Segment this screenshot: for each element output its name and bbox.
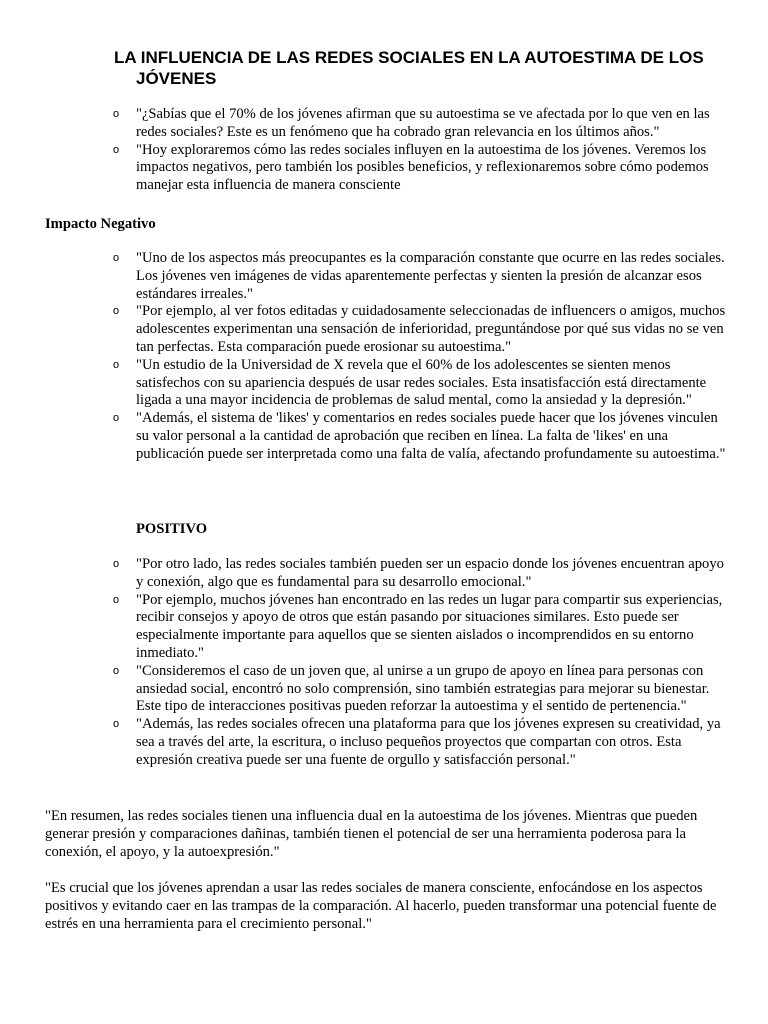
list-item	[113, 716, 728, 769]
list-item	[113, 106, 728, 142]
section-heading-positive: POSITIVO	[136, 521, 208, 537]
bullet-marker: o	[113, 252, 120, 264]
list-item	[113, 410, 728, 463]
list-item	[113, 142, 728, 195]
list-item-text: "Consideremos el caso de un joven que, al unirse a un grupo de apoyo en línea para personas con ansiedad social, encontró no solo comprensión, sino también estrategias para mejorar su bienestar. Este tipo de interacciones positivas pueden reforzar la autoestima y el sentido de pertenencia."	[136, 662, 710, 715]
list-item-text: "Por ejemplo, al ver fotos editadas y cuidadosamente seleccionadas de influencers o amigos, muchos adolescentes experimentan una sensación de inferioridad, preguntándose por qué sus vidas no se ven tan perfectas. Esta comparación puede erosionar su autoestima."	[136, 303, 726, 355]
list-item-text: "Por ejemplo, muchos jóvenes han encontrado en las redes un lugar para compartir sus experiencias, recibir consejos y apoyo de otros que están pasando por situaciones similares. Esto puede ser especialmente importante para aquellos que se sienten aislados o incomprendidos en su entorno inmediato."	[136, 591, 723, 661]
list-item-text: "Por otro lado, las redes sociales también pueden ser un espacio donde los jóvenes encuentran apoyo y conexión, algo que es fundamental para su desarrollo emocional."	[136, 556, 724, 590]
list-item	[113, 556, 728, 592]
list-item	[113, 592, 728, 663]
bullet-marker: o	[113, 718, 120, 731]
list-item-text: "¿Sabías que el 70% de los jóvenes afirman que su autoestima se ve afectada por lo que ven en las redes sociales? Este es un fenómeno que ha cobrado gran relevancia en los últimos años."	[136, 106, 710, 140]
bullet-marker: o	[113, 108, 120, 120]
intro-list	[113, 106, 728, 195]
positive-list	[113, 556, 728, 770]
document-title: LA INFLUENCIA DE LAS REDES SOCIALES EN LA AUTOESTIMA DE LOS JÓVENES	[114, 48, 704, 88]
bullet-marker: o	[113, 558, 120, 570]
bullet-marker: o	[113, 593, 120, 606]
list-item-text: "Además, el sistema de 'likes' y comentarios en redes sociales puede hacer que los jóvenes vinculen su valor personal a la cantidad de aprobación que reciben en línea. La falta de 'likes' en una publicación puede ser interpretada como una falta de valía, afectando profundamente su autoestima."	[136, 410, 726, 462]
bullet-marker: o	[113, 143, 120, 156]
section-heading-negative: Impacto Negativo	[45, 216, 156, 232]
list-item-text: "Uno de los aspectos más preocupantes es la comparación constante que ocurre en las redes sociales. Los jóvenes ven imágenes de vidas aparentemente perfectas y sienten la presión de alcanzar esos estándares irreales."	[136, 250, 725, 302]
list-item	[113, 663, 728, 716]
bullet-marker: o	[113, 305, 120, 318]
bullet-marker: o	[113, 664, 120, 677]
closing-paragraph: "Es crucial que los jóvenes aprendan a usar las redes sociales de manera consciente, enfocándose en los aspectos positivos y evitando caer en las trampas de la comparación. Al hacerlo, pueden transformar una potencial fuente de estrés en una herramienta para el crecimiento personal."	[45, 880, 717, 932]
conclusion-paragraph: "En resumen, las redes sociales tienen una influencia dual en la autoestima de los jóvenes. Mientras que pueden generar presión y comparaciones dañinas, también tienen el potencial de ser una herramienta poderosa para la conexión, el apoyo, y la autoexpresión."	[45, 808, 698, 860]
list-item-text: "Un estudio de la Universidad de X revela que el 60% de los adolescentes se sienten menos satisfechos con su apariencia después de usar redes sociales. Esta insatisfacción está directamente ligada a una mayor incidencia de problemas de salud mental, como la ansiedad y la depresión."	[136, 356, 707, 409]
list-item-text: "Hoy exploraremos cómo las redes sociales influyen en la autoestima de los jóvenes. Veremos los impactos negativos, pero también los posibles beneficios, y reflexionaremos sobre cómo podemos manejar esta influencia de manera consciente	[136, 141, 709, 194]
list-item	[113, 357, 728, 410]
list-item	[113, 303, 728, 356]
list-item-text: "Además, las redes sociales ofrecen una plataforma para que los jóvenes expresen su creatividad, ya sea a través del arte, la escritura, o incluso pequeños proyectos que compartan con otros. Esta expresión creativa puede ser una fuente de orgullo y satisfacción personal."	[136, 716, 721, 768]
list-item	[113, 250, 728, 303]
negative-list	[113, 250, 728, 464]
bullet-marker: o	[113, 412, 120, 425]
bullet-marker: o	[113, 358, 120, 371]
